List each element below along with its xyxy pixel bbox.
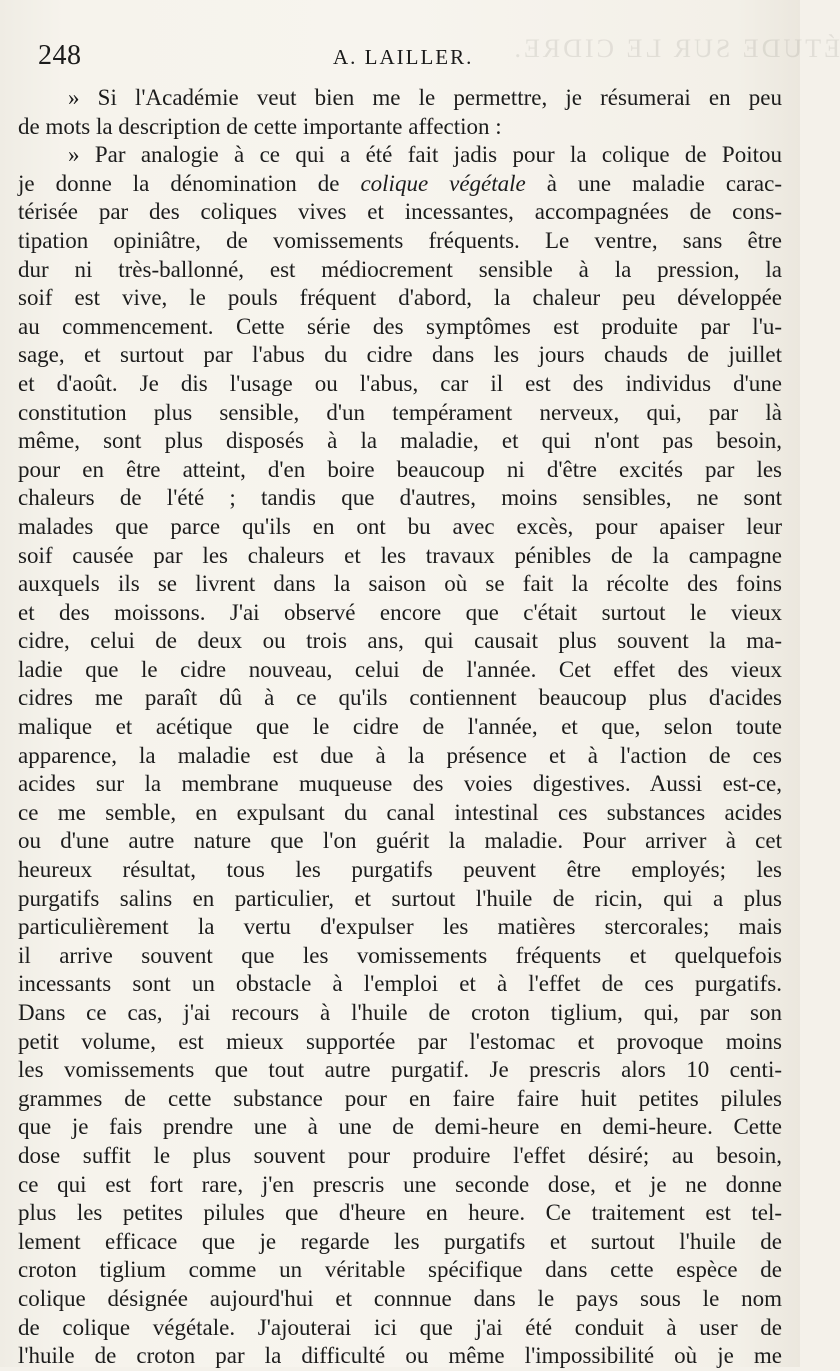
text-line: au commencement. Cette série des symptômes est produite par l'u- (18, 313, 782, 339)
text-line: cidre, celui de deux ou trois ans, qui causait plus souvent la ma- (18, 628, 782, 654)
text-line: petit volume, est mieux supportée par l'estomac et provoque moins (18, 1028, 782, 1054)
text-line: cidres me paraît dû à ce qu'ils contiennent beaucoup plus d'acides (18, 685, 782, 711)
text-line: et des moissons. J'ai observé encore que c'était surtout le vieux (18, 599, 782, 625)
text-line: tipation opiniâtre, de vomissements fréquents. Le ventre, sans être (18, 227, 782, 253)
page-number: 248 (38, 40, 82, 71)
text-line: Dans ce cas, j'ai recours à l'huile de croton tiglium, qui, par son (18, 1000, 782, 1025)
text-line: et d'août. Je dis l'usage ou l'abus, car il est des individus d'une (18, 370, 782, 396)
text-line: les vomissements que tout autre purgatif. Je prescris alors 10 centi- (18, 1057, 782, 1083)
text-line: ladie que le cidre nouveau, celui de l'année. Cet effet des vieux (18, 656, 782, 682)
text-line: soif est vive, le pouls fréquent d'abord, la chaleur peu développée (18, 285, 782, 311)
text-line: colique désignée aujourd'hui et connnue dans le pays sous le nom (18, 1285, 782, 1311)
text-line: plus les petites pilules que d'heure en heure. Ce traitement est tel- (18, 1200, 782, 1226)
text-line: grammes de cette substance pour en faire faire huit petites pilules (18, 1085, 782, 1111)
text-line: dur ni très-ballonné, est médiocrement sensible à la pression, la (18, 256, 782, 282)
text-line: pour en être atteint, d'en boire beaucoup ni d'être excités par les (18, 456, 782, 482)
text-line: que je fais prendre une à une de demi-heure en demi-heure. Cette (18, 1114, 782, 1140)
text-line: sage, et surtout par l'abus du cidre dans les jours chauds de juillet (18, 342, 782, 368)
text-line: lement efficace que je regarde les purgatifs et surtout l'huile de (18, 1228, 782, 1254)
text-line: particulièrement la vertu d'expulser les matières stercorales; mais (18, 914, 782, 940)
text-line: acides sur la membrane muqueuse des voies digestives. Aussi est-ce, (18, 771, 782, 797)
text-line: de mots la description de cette importante affection : (18, 113, 502, 139)
page-header (38, 40, 778, 76)
text-segment: je donne la dénomination de (18, 170, 361, 196)
body-text (18, 84, 782, 1371)
text-line: soif causée par les chaleurs et les travaux pénibles de la campagne (18, 542, 782, 568)
text-line: incessants sont un obstacle à l'emploi et à l'effet de ces purgatifs. (18, 971, 782, 997)
text-line: ou d'une autre nature que l'on guérit la maladie. Pour arriver à cet (18, 828, 782, 854)
text-line (18, 170, 782, 199)
text-line: malades que parce qu'ils en ont bu avec excès, pour apaiser leur (18, 513, 782, 539)
text-line: constitution plus sensible, d'un tempérament nerveux, qui, par là (18, 399, 782, 425)
text-line: ce qui est fort rare, j'en prescris une seconde dose, et je ne donne (18, 1171, 782, 1197)
text-line: de colique végétale. J'ajouterai ici que j'ai été conduit à user de (18, 1314, 782, 1340)
italic-term: colique végétale (360, 170, 526, 196)
text-line: ce me semble, en expulsant du canal intestinal ces substances acides (18, 799, 782, 825)
text-line: chaleurs de l'été ; tandis que d'autres, moins sensibles, ne sont (18, 485, 782, 511)
text-line: heureux résultat, tous les purgatifs peuvent être employés; les (18, 857, 782, 883)
text-line: croton tiglium comme un véritable spécifique dans cette espèce de (18, 1257, 782, 1283)
text-line: apparence, la maladie est due à la présence et à l'action de ces (18, 742, 782, 768)
text-line: purgatifs salins en particulier, et surtout l'huile de ricin, qui a plus (18, 885, 782, 911)
text-line: dose suffit le plus souvent pour produire l'effet désiré; au besoin, (18, 1142, 782, 1168)
text-line: » Par analogie à ce qui a été fait jadis pour la colique de Poitou (68, 142, 782, 168)
text-segment: à une maladie carac- (525, 170, 783, 196)
running-head: A. LAILLER. (333, 45, 474, 69)
text-line: auxquels ils se livrent dans la saison où se fait la récolte des foins (18, 571, 782, 597)
text-line: il arrive souvent que les vomissements fréquents et quelquefois (18, 942, 782, 968)
text-line: térisée par des coliques vives et incessantes, accompagnées de cons- (18, 199, 782, 225)
text-line: l'huile de croton par la difficulté ou même l'impossibilité où je me (18, 1343, 782, 1369)
text-line: même, sont plus disposés à la maladie, et qui n'ont pas besoin, (18, 428, 782, 454)
text-line: malique et acétique que le cidre de l'année, et que, selon toute (18, 714, 782, 740)
text-line: » Si l'Académie veut bien me le permettre, je résumerai en peu (68, 85, 782, 110)
bleed-through-text: ÉTUDE SUR LE CIDRE. (511, 34, 840, 63)
